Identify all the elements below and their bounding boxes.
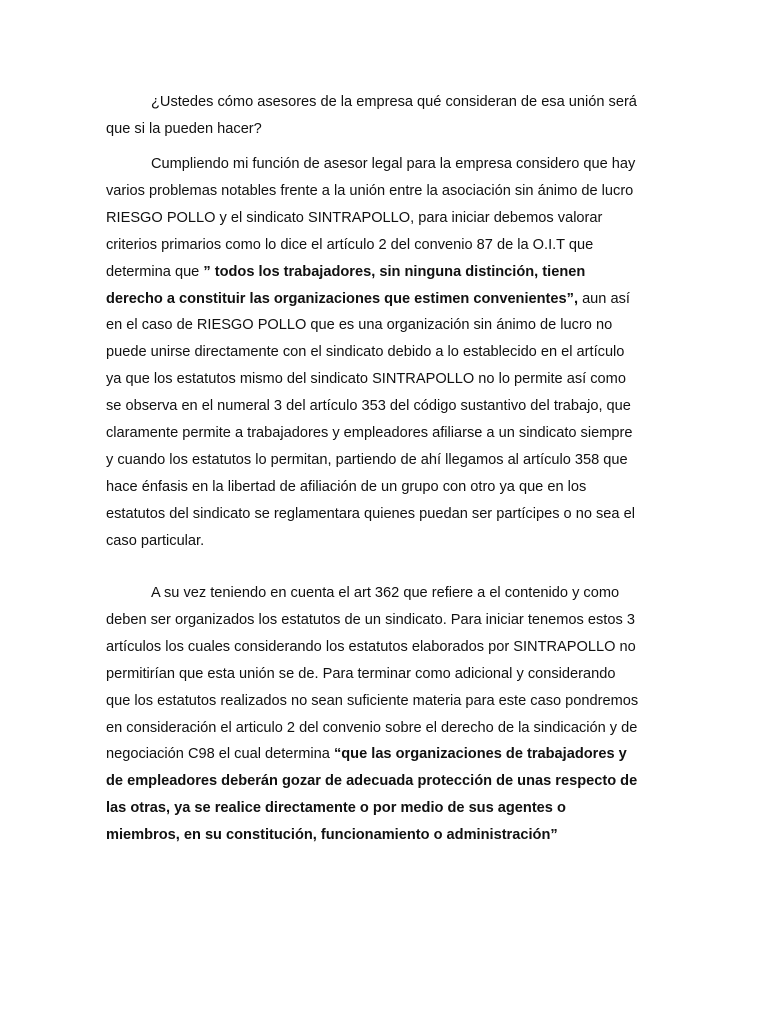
text-line bbox=[106, 501, 662, 528]
body-text: se observa en el numeral 3 del artículo 353 del código sustantivo del trabajo, que bbox=[106, 398, 631, 415]
body-text: A su vez teniendo en cuenta el art 362 que refiere a el contenido y como bbox=[151, 585, 620, 601]
body-text: puede unirse directamente con el sindicato debido a lo establecido en el artículo bbox=[106, 344, 625, 361]
text-line bbox=[106, 580, 662, 607]
text-line bbox=[106, 259, 662, 286]
text-line bbox=[106, 822, 662, 849]
bold-quote-text: derecho a constituir las organizaciones que estimen convenientes”, bbox=[106, 290, 579, 307]
body-text: y cuando los estatutos lo permitan, partiendo de ahí llegamos al artículo 358 que bbox=[106, 451, 628, 468]
body-text: negociación C98 el cual determina bbox=[106, 746, 334, 763]
bold-quote-text: las otras, ya se realice directamente o por medio de sus agentes o bbox=[106, 800, 566, 817]
text-line bbox=[106, 151, 662, 178]
body-text: estatutos del sindicato se reglamentara quienes puedan ser partícipes o no sea el bbox=[106, 505, 635, 522]
text-line bbox=[106, 366, 662, 393]
body-text: que si la pueden hacer? bbox=[106, 120, 262, 137]
text-line bbox=[106, 607, 662, 634]
text-line bbox=[106, 205, 662, 232]
body-text: Cumpliendo mi función de asesor legal para la empresa considero que hay bbox=[151, 156, 636, 172]
text-line bbox=[106, 232, 662, 259]
text-line bbox=[106, 339, 662, 366]
body-text: que los estatutos realizados no sean suficiente materia para este caso pondremos bbox=[106, 692, 639, 709]
text-line bbox=[106, 447, 662, 474]
paragraph-legal-analysis bbox=[106, 151, 662, 555]
bold-quote-text: “que las organizaciones de trabajadores y bbox=[333, 746, 627, 763]
body-text: RIESGO POLLO y el sindicato SINTRAPOLLO, para iniciar debemos valorar bbox=[106, 209, 603, 226]
body-text: permitirían que esta unión se de. Para terminar como adicional y considerando bbox=[106, 665, 616, 682]
text-line bbox=[106, 312, 662, 339]
text-line bbox=[106, 286, 662, 313]
body-text: varios problemas notables frente a la unión entre la asociación sin ánimo de lucro bbox=[106, 182, 634, 199]
body-text: hace énfasis en la libertad de afiliación de un grupo con otro ya que en los bbox=[106, 478, 587, 495]
text-line bbox=[106, 393, 662, 420]
body-text: en consideración el articulo 2 del convenio sobre el derecho de la sindicación y de bbox=[106, 719, 638, 736]
text-line bbox=[106, 116, 662, 143]
text-line bbox=[106, 688, 662, 715]
body-text: claramente permite a trabajadores y empleadores afiliarse a un sindicato siempre bbox=[106, 425, 633, 442]
text-line bbox=[106, 528, 662, 555]
body-text: caso particular. bbox=[106, 532, 205, 549]
text-line bbox=[106, 715, 662, 742]
bold-quote-text: miembros, en su constitución, funcionamiento o administración” bbox=[106, 827, 558, 844]
paragraph-statutes-conclusion bbox=[106, 580, 662, 849]
text-line bbox=[106, 474, 662, 501]
text-line bbox=[106, 795, 662, 822]
bold-quote-text: ” todos los trabajadores, sin ninguna distinción, tienen bbox=[203, 263, 586, 280]
paragraph-question bbox=[106, 89, 662, 143]
text-line bbox=[106, 741, 662, 768]
body-text: ¿Ustedes cómo asesores de la empresa qué consideran de esa unión será bbox=[151, 94, 637, 110]
body-text: deben ser organizados los estatutos de un sindicato. Para iniciar tenemos estos 3 bbox=[106, 611, 635, 628]
text-line bbox=[106, 768, 662, 795]
body-text: artículos los cuales considerando los estatutos elaborados por SINTRAPOLLO no bbox=[106, 638, 636, 655]
bold-quote-text: de empleadores deberán gozar de adecuada protección de unas respecto de bbox=[106, 773, 638, 790]
body-text: determina que bbox=[106, 263, 204, 280]
text-line bbox=[106, 420, 662, 447]
body-text: criterios primarios como lo dice el artículo 2 del convenio 87 de la O.I.T que bbox=[106, 236, 594, 253]
body-text: en el caso de RIESGO POLLO que es una organización sin ánimo de lucro no bbox=[106, 317, 613, 334]
text-line bbox=[106, 89, 662, 116]
text-line bbox=[106, 178, 662, 205]
body-text: aun así bbox=[578, 290, 630, 307]
text-line bbox=[106, 634, 662, 661]
body-text: ya que los estatutos mismo del sindicato SINTRAPOLLO no lo permite así como bbox=[106, 371, 626, 388]
text-line bbox=[106, 661, 662, 688]
